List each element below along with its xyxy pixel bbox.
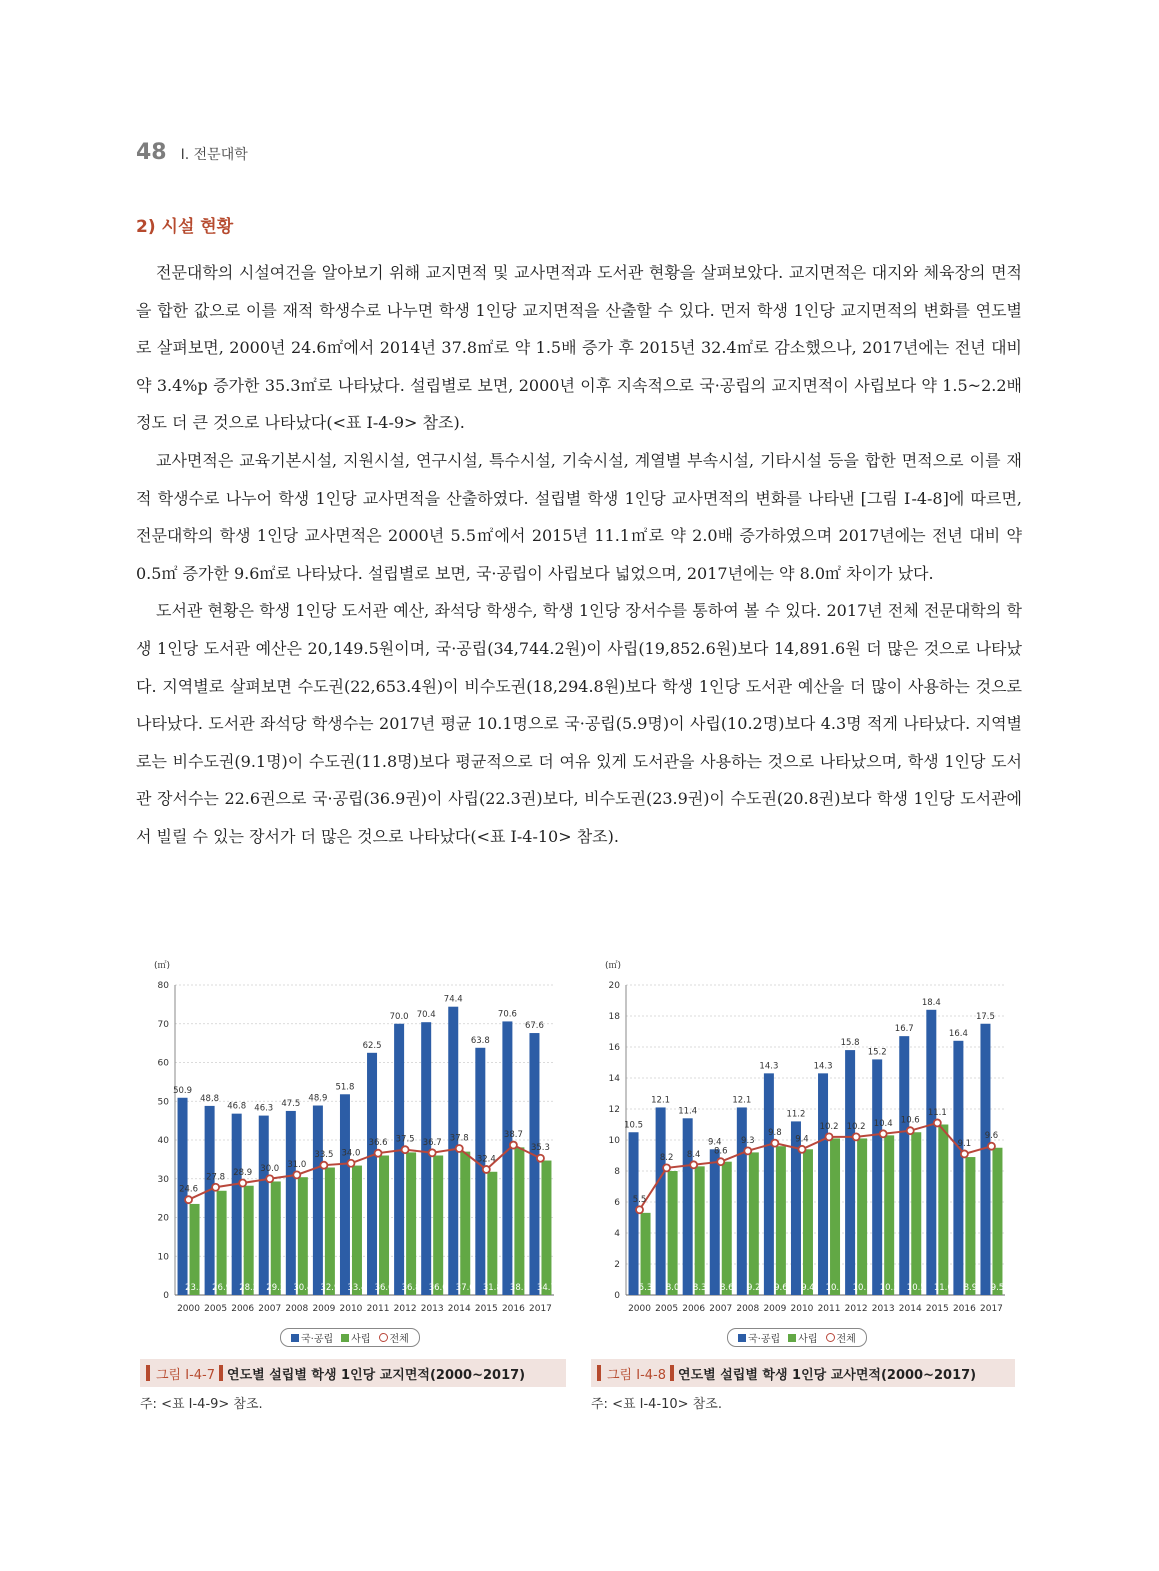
bar-private [992,1148,1002,1295]
x-tick-label: 2007 [258,1304,282,1314]
data-label-public: 62.5 [362,1040,382,1051]
y-tick-label: 40 [157,1136,169,1146]
data-label-public: 48.8 [200,1093,220,1104]
x-tick-label: 2010 [790,1304,814,1314]
data-label-total: 10.2 [819,1121,839,1132]
bar-public [656,1107,666,1295]
x-tick-label: 2012 [393,1304,417,1314]
data-label-total: 9.6 [984,1131,999,1142]
bar-public [845,1050,855,1295]
data-label-public: 14.3 [759,1061,779,1072]
bar-private [776,1146,786,1295]
figure-label: 그림 Ⅰ-4-8 [607,1367,667,1383]
bar-public [818,1073,828,1295]
y-tick-label: 50 [157,1097,169,1108]
y-tick-label: 12 [608,1105,620,1115]
bar-private [541,1161,551,1295]
bar-private [460,1152,470,1295]
point-total [853,1133,860,1140]
x-tick-label: 2007 [709,1304,733,1314]
y-tick-label: 0 [163,1291,169,1301]
y-tick-label: 6 [614,1198,620,1208]
data-label-private: 32.9 [320,1283,340,1293]
x-tick-label: 2010 [339,1304,363,1314]
bar-public [340,1094,350,1295]
bar-private [514,1147,524,1295]
legend-private: 사립 [788,1330,817,1345]
bar-private [406,1152,416,1295]
point-total [880,1130,887,1137]
data-label-private: 30.4 [293,1283,313,1293]
chart-campus-area-svg [140,955,566,1315]
bar-public [872,1059,882,1295]
point-total [429,1149,436,1156]
chart-building-area [591,955,1017,1355]
x-tick-label: 2016 [501,1304,525,1314]
data-label-private: 37.0 [455,1283,475,1293]
x-tick-label: 2012 [844,1304,868,1314]
bar-private [803,1149,813,1295]
legend-private: 사립 [341,1330,370,1345]
data-label-public: 16.4 [948,1028,968,1039]
data-label-private: 36.0 [428,1283,448,1293]
data-label-total: 27.8 [206,1172,226,1183]
legend-private-swatch [341,1334,349,1342]
point-total [347,1160,354,1167]
y-axis-unit: (㎡) [154,961,171,971]
bar-private [719,1162,734,1295]
point-total [266,1175,273,1182]
point-total [456,1145,463,1152]
legend-total-swatch [379,1333,388,1342]
bar-private [217,1191,227,1295]
paragraph-campus-area: 전문대학의 시설여건을 알아보기 위해 교지면적 및 교사면적과 도서관 현황을 살펴보았다. 교지면적은 대지와 체육장의 면적을 합한 값으로 이를 재적 학생수로 나누면 학생 1인당 교지면적을 산출할 수 있다. 먼저 학생 1인당 교지면적의 변화를 연도별로 살펴보면, 2000년 24.6㎡에서 2014년 37.8㎡로 약 1.5배 증가 후 2015년 32.4㎡로 감소했으나, 2017년에는 전년 대비 약 3.4%p 증가한 35.3㎡로 나타났다. 설립별로 보면, 2000년 이후 지속적으로 국·공립의 교지면적이 사립보다 약 1.5~2.2배 정도 더 큰 것으로 나타났다(<표 Ⅰ-4-9> 참조). [136,263,1022,433]
point-total [717,1158,724,1165]
data-label-public: 47.5 [281,1098,301,1109]
point-total [375,1150,382,1157]
y-tick-label: 14 [608,1074,620,1084]
y-tick-label: 10 [157,1252,169,1263]
bar-private [692,1166,707,1295]
point-total [402,1146,409,1153]
data-label-total: 11.1 [927,1107,947,1118]
bar-public [710,1149,720,1295]
bar-public [980,1024,990,1295]
x-tick-label: 2005 [204,1304,228,1314]
data-label-total: 38.7 [503,1130,523,1141]
figure-label: 그림 Ⅰ-4-7 [156,1367,216,1383]
data-label-total: 10.4 [873,1118,893,1129]
point-total [961,1150,968,1157]
data-label-private: 5.3 [638,1283,653,1293]
x-tick-label: 2000 [177,1304,200,1314]
data-label-public: 67.6 [524,1021,544,1032]
x-tick-label: 2006 [682,1304,706,1314]
point-total [293,1171,300,1178]
chart-campus-area [140,955,566,1355]
point-total [798,1146,805,1153]
data-label-total: 35.3 [530,1143,550,1154]
data-label-private: 8.0 [665,1283,680,1293]
data-label-total: 28.9 [233,1168,253,1179]
bar-private [857,1138,867,1295]
point-total [537,1155,544,1162]
x-tick-label: 2011 [366,1304,390,1314]
paragraph-building-area: 교사면적은 교육기본시설, 지원시설, 연구시설, 특수시설, 기숙시설, 계열별 부속시설, 기타시설 등을 합한 면적으로 이를 재적 학생수로 나누어 학생 1인당 교사면적을 산출하였다. 설립별 학생 1인당 교사면적의 변화를 나타낸 [그림 Ⅰ-4-8]에 따르면, 전문대학의 학생 1인당 교사면적은 2000년 5.5㎡에서 2015년 11.1㎡로 약 2.0배 증가하였으며 2017년에는 전년 대비 약 0.5㎡ 증가한 9.6㎡로 나타났다. 설립별로 보면, 국·공립이 사립보다 넓었으며, 2017년에는 약 8.0㎡ 차이가 났다. [136,450,1022,583]
data-label-private: 34.7 [536,1283,556,1293]
bar-public [764,1073,774,1295]
data-label-public: 15.8 [840,1038,860,1049]
point-total [636,1206,643,1213]
bar-public [232,1114,242,1295]
bar-private [298,1177,308,1295]
y-tick-label: 0 [614,1291,620,1301]
bar-public [286,1111,296,1295]
figure-note-1: 주: <표 Ⅰ-4-9> 참조. [140,1397,263,1412]
point-total [907,1127,914,1134]
figure-title: 연도별 설립별 학생 1인당 교지면적(2000~2017) [227,1367,526,1383]
point-total [510,1142,517,1149]
y-tick-label: 80 [157,981,169,991]
data-label-private: 9.5 [990,1283,1005,1293]
x-tick-label: 2014 [447,1304,471,1314]
data-label-private: 8.3 [692,1283,707,1293]
data-label-private: 10.5 [906,1283,926,1293]
body-text [136,254,1022,856]
bar-private [884,1135,894,1295]
x-tick-label: 2008 [736,1304,760,1314]
point-total [690,1161,697,1168]
figure-note-2: 주: <표 Ⅰ-4-10> 참조. [591,1397,722,1412]
data-label-public: 9.4 [707,1137,722,1148]
data-label-private: 33.4 [347,1283,367,1293]
data-label-total: 9.8 [768,1128,782,1139]
x-tick-label: 2008 [285,1304,309,1314]
bar-public [683,1118,693,1295]
x-tick-label: 2015 [925,1304,949,1314]
bar-public [926,1010,936,1295]
data-label-total: 8.2 [659,1152,674,1163]
data-label-private: 29.3 [266,1283,286,1293]
data-label-private: 9.6 [774,1283,788,1293]
data-label-total: 9.3 [741,1135,755,1146]
bar-public [313,1106,323,1295]
chart-legend [727,1328,867,1347]
data-label-public: 70.4 [416,1010,436,1021]
data-label-total: 30.0 [260,1163,280,1174]
point-total [239,1180,246,1187]
data-label-public: 16.7 [894,1024,914,1035]
x-tick-label: 2015 [474,1304,498,1314]
legend-public: 국·공립 [738,1330,780,1345]
y-tick-label: 20 [157,1213,169,1224]
data-label-public: 51.8 [335,1082,355,1093]
x-tick-label: 2009 [763,1304,787,1314]
y-tick-label: 30 [157,1174,169,1185]
bar-public [394,1024,404,1295]
point-total [212,1184,219,1191]
data-label-public: 46.8 [227,1101,247,1112]
y-tick-label: 70 [157,1019,169,1030]
legend-total: 전체 [826,1330,856,1345]
y-tick-label: 4 [614,1229,620,1239]
data-label-total: 9.1 [957,1138,972,1149]
data-label-private: 10.1 [825,1283,845,1293]
data-label-private: 31.8 [482,1283,502,1293]
legend-private-swatch [788,1334,796,1342]
data-label-public: 48.9 [308,1093,328,1104]
bar-private [433,1156,443,1296]
x-tick-label: 2016 [952,1304,976,1314]
data-label-public: 11.4 [678,1106,698,1117]
bar-public [502,1021,512,1295]
bar-private [749,1152,759,1295]
data-label-total: 24.6 [179,1184,199,1195]
data-label-private: 10.3 [879,1283,899,1293]
data-label-public: 14.3 [813,1061,833,1072]
data-label-public: 12.1 [732,1095,752,1106]
x-tick-label: 2009 [312,1304,336,1314]
data-label-total: 31.0 [287,1159,307,1170]
data-label-total: 8.4 [686,1149,701,1160]
data-label-private: 9.4 [801,1283,815,1293]
bar-public [899,1036,909,1295]
section-heading: 2) 시설 현황 [136,217,234,237]
chart-legend [280,1328,420,1347]
data-label-public: 15.2 [867,1047,887,1058]
x-tick-label: 2017 [529,1304,552,1314]
bar-private [325,1168,335,1295]
data-label-total: 10.2 [846,1121,866,1132]
data-label-total: 5.5 [632,1194,647,1205]
x-tick-label: 2000 [628,1304,651,1314]
y-tick-label: 60 [157,1058,169,1069]
data-label-total: 36.7 [422,1137,442,1148]
data-label-public: 70.6 [497,1009,517,1020]
x-tick-label: 2013 [871,1304,895,1314]
bar-public [629,1132,639,1295]
point-total [934,1119,941,1126]
y-axis-unit: (㎡) [605,961,622,971]
data-label-public: 17.5 [975,1011,995,1022]
point-total [185,1196,192,1203]
data-label-public: 18.4 [921,997,941,1008]
paragraph-library: 도서관 현황은 학생 1인당 도서관 예산, 좌석당 학생수, 학생 1인당 장서수를 통하여 볼 수 있다. 2017년 전체 전문대학의 학생 1인당 도서관 예산은 20,149.5원이며, 국·공립(34,744.2원)이 사립(19,852.6원)보다 14,891.6원 더 많은 것으로 나타났다. 지역별로 살펴보면 수도권(22,653.4원)이 비수도권(18,294.8원)보다 학생 1인당 도서관 예산을 더 많이 사용하는 것으로 나타났다. 도서관 좌석당 학생수는 2017년 평균 10.1명으로 국·공립(5.9명)이 사립(10.2명)보다 4.3명 적게 나타났다. 지역별로는 비수도권(9.1명)이 수도권(11.8명)보다 평균적으로 더 여유 있게 도서관을 사용하는 것으로 나타났으며, 학생 1인당 도서관 장서수는 22.6권으로 국·공립(36.9권)이 사립(22.3권)보다, 비수도권(23.9권)이 수도권(20.8권)보다 학생 1인당 도서관에서 빌릴 수 있는 장서가 더 많은 것으로 나타났다(<표 Ⅰ-4-10> 참조). [136,601,1022,846]
data-label-private: 10.1 [852,1283,872,1293]
data-label-total: 36.6 [368,1138,388,1149]
y-tick-label: 8 [614,1167,620,1177]
data-label-public: 74.4 [443,994,463,1005]
point-total [826,1133,833,1140]
legend-public-swatch [738,1334,746,1342]
figure-caption-1 [140,1359,566,1387]
legend-public: 국·공립 [291,1330,333,1345]
legend-public-swatch [291,1334,299,1342]
data-label-private: 8.6 [719,1283,734,1293]
bar-private [244,1186,254,1295]
data-label-total: 8.6 [713,1146,728,1157]
x-tick-label: 2013 [420,1304,444,1314]
data-label-public: 63.8 [470,1035,490,1046]
bar-private [665,1171,680,1295]
data-label-private: 9.2 [747,1283,761,1293]
data-label-public: 46.3 [254,1103,274,1114]
data-label-private: 26.9 [212,1283,232,1293]
legend-total-swatch [826,1333,835,1342]
point-total [988,1143,995,1150]
chart-building-area-svg [591,955,1017,1315]
data-label-private: 23.5 [185,1283,205,1293]
y-tick-label: 20 [608,981,620,991]
y-tick-label: 10 [608,1136,620,1146]
data-label-total: 37.8 [449,1133,469,1144]
data-label-public: 10.5 [624,1120,644,1131]
data-label-total: 32.4 [476,1154,496,1165]
page-number: 48 [136,140,167,165]
bar-private [271,1181,281,1295]
section-title: Ⅰ. 전문대학 [180,147,248,163]
data-label-private: 36.0 [374,1283,394,1293]
data-label-public: 50.9 [173,1085,193,1096]
data-label-total: 9.4 [795,1134,809,1145]
point-total [483,1166,490,1173]
data-label-public: 12.1 [651,1095,671,1106]
bar-private [352,1166,362,1295]
bar-public [205,1106,215,1295]
bar-private [190,1204,200,1295]
y-tick-label: 2 [614,1260,620,1270]
point-total [663,1164,670,1171]
bar-private [487,1172,497,1295]
y-tick-label: 18 [608,1012,620,1022]
figure-title: 연도별 설립별 학생 1인당 교사면적(2000~2017) [678,1367,977,1383]
running-header [136,140,248,165]
data-label-private: 36.8 [401,1283,421,1293]
bar-private [911,1132,921,1295]
y-tick-label: 16 [608,1043,620,1053]
x-tick-label: 2005 [655,1304,679,1314]
bar-private [965,1157,975,1295]
x-tick-label: 2017 [980,1304,1003,1314]
bar-public [421,1022,431,1295]
data-label-private: 8.9 [963,1283,978,1293]
data-label-total: 33.5 [314,1150,334,1161]
figure-caption-2 [591,1359,1015,1387]
bar-public [953,1041,963,1295]
data-label-total: 34.0 [341,1148,361,1159]
bar-public [529,1033,539,1295]
bar-public [259,1116,269,1295]
x-tick-label: 2014 [898,1304,922,1314]
legend-total: 전체 [379,1330,409,1345]
point-total [771,1140,778,1147]
data-label-private: 11.0 [933,1283,953,1293]
bar-private [938,1125,948,1296]
bar-public [367,1053,377,1295]
point-total [744,1147,751,1154]
bar-private [830,1138,840,1295]
x-tick-label: 2011 [817,1304,841,1314]
bar-private [379,1156,389,1296]
data-label-total: 10.6 [900,1115,920,1126]
data-label-private: 38.1 [509,1283,529,1293]
x-tick-label: 2006 [231,1304,255,1314]
data-label-private: 28.2 [239,1283,259,1293]
point-total [320,1162,327,1169]
data-label-public: 11.2 [786,1109,806,1120]
data-label-total: 37.5 [395,1134,415,1145]
data-label-public: 70.0 [389,1011,409,1022]
